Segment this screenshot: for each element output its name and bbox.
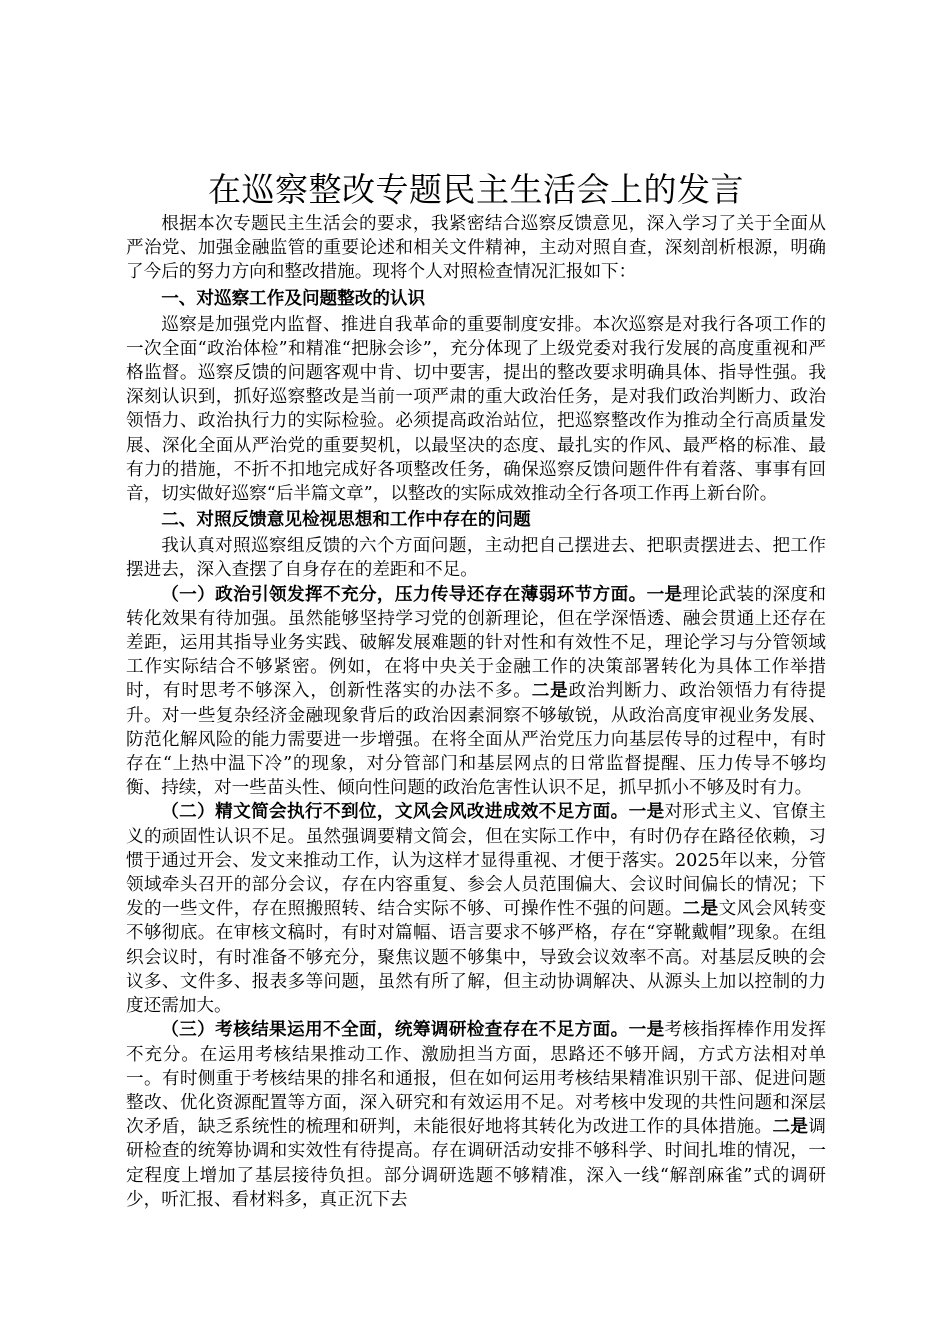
document-title: 在巡察整改专题民主生活会上的发言 xyxy=(208,170,744,209)
item-1-first-label: 一是 xyxy=(646,583,683,605)
item-3-heading: （三）考核结果运用不全面，统筹调研检查存在不足方面。 xyxy=(161,1019,629,1041)
item-2-first-text: 对形式主义、官僚主义的顽固性认识不足。虽然强调要精文简会，但在实际工作中，有时仍存在路径依赖，习惯于通过开会、发文来推动工作，认为这样才显得重视、才便于落实。2025年以来，分管领域牵头召开的部分会议，存在内容重复、参会人员范围偏大、会议时间偏长的情况；下发的一些文件，存在照搬照转、结合实际不够、可操作性不强的问题。 xyxy=(126,802,826,920)
item-3-first-label: 一是 xyxy=(628,1019,665,1041)
item-1-second-label: 二是 xyxy=(531,680,569,702)
item-2-first-label: 一是 xyxy=(628,801,665,823)
section-2-heading: 二、对照反馈意见检视思想和工作中存在的问题 xyxy=(161,509,531,531)
section-1-body: 巡察是加强党内监督、推进自我革命的重要制度安排。本次巡察是对我行各项工作的一次全面“政治体检”和精准“把脉会诊”，充分体现了上级党委对我行发展的高度重视和严格监督。巡察反馈的问题客观中肯、切中要害，提出的整改要求明确具体、指导性强。我深刻认识到，抓好巡察整改是当前一项严肃的重大政治任务，是对我们政治判断力、政治领悟力、政治执行力的实际检验。必须提高政治站位，把巡察整改作为推动全行高质量发展、深化全面从严治党的重要契机，以最坚决的态度、最扎实的作风、最严格的标准、最有力的措施，不折不扣地完成好各项整改任务，确保巡察反馈问题件件有着落、事事有回音，切实做好巡察“后半篇文章”，以整改的实际成效推动全行各项工作再上新台阶。 xyxy=(126,314,826,505)
item-1-first-text: 理论武装的深度和转化效果有待加强。虽然能够坚持学习党的创新理论，但在学深悟透、融会贯通上还存在差距，运用其指导业务实践、破解发展难题的针对性和有效性不足，理论学习与分管领域工作实际结合不够紧密。例如，在将中央关于金融工作的决策部署转化为具体工作举措时，有时思考不够深入，创新性落实的办法不多。 xyxy=(126,584,826,702)
item-1-heading: （一）政治引领发挥不充分，压力传导还存在薄弱环节方面。 xyxy=(161,583,647,605)
item-2-second-label: 二是 xyxy=(682,898,719,920)
item-3-first-text: 考核指挥棒作用发挥不充分。在运用考核结果推动工作、激励担当方面，思路还不够开阔，方式方法相对单一。有时侧重于考核结果的排名和通报，但在如何运用考核结果精准识别干部、促进问题整改、优化资源配置等方面，深入研究和有效运用不足。对考核中发现的共性问题和深层次矛盾，缺乏系统性的梳理和研判，未能很好地将其转化为改进工作的具体措施。 xyxy=(126,1020,826,1138)
section-2-body: 我认真对照巡察组反馈的六个方面问题，主动把自己摆进去、把职责摆进去、把工作摆进去，深入查摆了自身存在的差距和不足。 xyxy=(126,536,826,581)
document-page xyxy=(126,168,826,1212)
item-3-paragraph xyxy=(126,1018,826,1212)
item-1-second-text: 政治判断力、政治领悟力有待提升。对一些复杂经济金融现象背后的政治因素洞察不够敏锐，从政治高度审视业务发展、防范化解风险的能力需要进一步增强。在将全面从严治党压力向基层传导的过程中，有时存在“上热中温下冷”的现象，对分管部门和基层网点的日常监督提醒、压力传导不够均衡、持续，对一些苗头性、倾向性问题的政治危害性认识不足，抓早抓小不够及时有力。 xyxy=(126,681,826,799)
item-3-second-label: 二是 xyxy=(772,1116,809,1138)
intro-paragraph: 根据本次专题民主生活会的要求，我紧密结合巡察反馈意见，深入学习了关于全面从严治党、加强金融监管的重要论述和相关文件精神，主动对照自查，深刻剖析根源，明确了今后的努力方向和整改措施。现将个人对照检查情况汇报如下： xyxy=(126,214,826,283)
item-1-paragraph xyxy=(126,583,826,801)
item-2-second-text: 文风会风转变不够彻底。在审核文稿时，有时对篇幅、语言要求不够严格，存在“穿靴戴帽”现象。在组织会议时，有时准备不够充分，聚焦议题不够集中，导致会议效率不高。对基层反映的会议多、文件多、报表多等问题，虽然有所了解，但主动协调解决、从源头上加以控制的力度还需加大。 xyxy=(126,899,826,1017)
section-1-heading: 一、对巡察工作及问题整改的认识 xyxy=(161,287,426,309)
item-3-second-text: 调研检查的统筹协调和实效性有待提高。存在调研活动安排不够科学、时间扎堆的情况，一定程度上增加了基层接待负担。部分调研选题不够精准，深入一线“解剖麻雀”式的调研少，听汇报、看材料多，真正沉下去 xyxy=(126,1117,826,1210)
item-2-heading: （二）精文简会执行不到位，文风会风改进成效不足方面。 xyxy=(161,801,629,823)
item-2-paragraph xyxy=(126,800,826,1018)
